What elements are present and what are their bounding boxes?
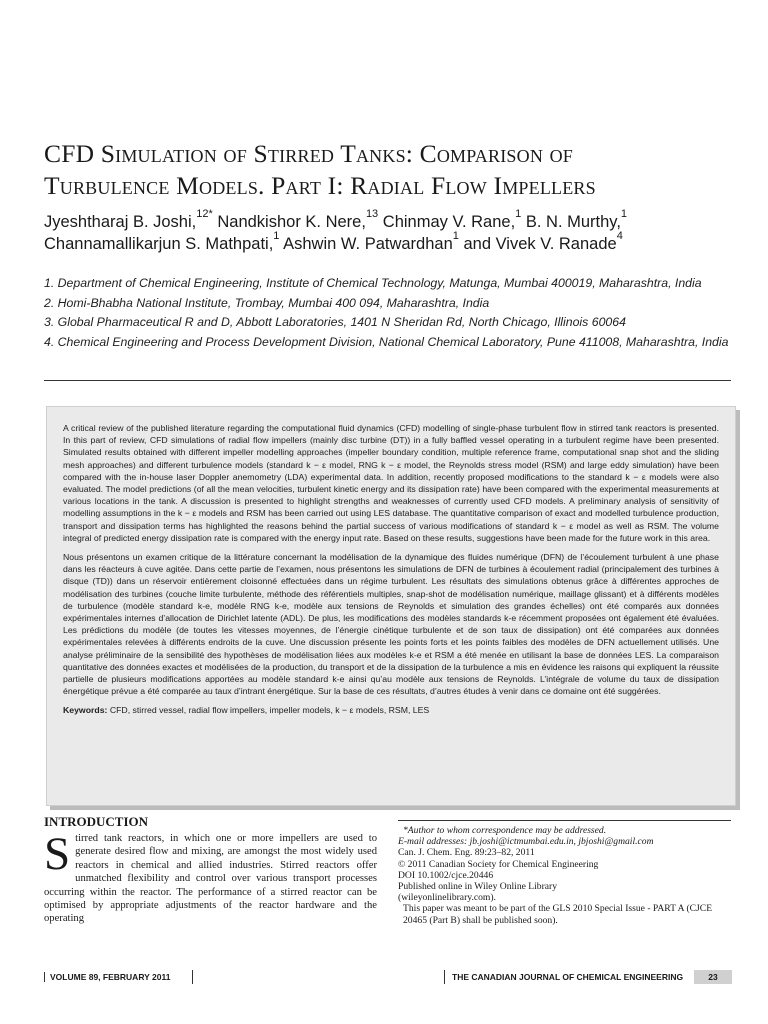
author-line-1 [44, 208, 754, 233]
affiliation-item: 1. Department of Chemical Engineering, Institute of Chemical Technology, Matunga, Mumbai 400019, Maharashtra, India [44, 276, 702, 290]
affiliation-item: 4. Chemical Engineering and Process Development Division, National Chemical Laboratory, Pune 411008, Maharashtra, India [44, 334, 729, 349]
special-issue-note: This paper was meant to be part of the GLS 2010 Special Issue - PART A (CJCE 20465 (Part B) shall be published soon). [403, 903, 713, 926]
author-affiliation-mark: 13 [365, 208, 379, 220]
title-line-2: Turbulence Models. Part I: Radial Flow Impellers [44, 171, 596, 200]
affiliation-list [44, 274, 754, 352]
author-list [44, 208, 754, 255]
library-note: (wileyonlinelibrary.com). [398, 892, 496, 904]
author-affiliation-mark: 12* [196, 208, 213, 220]
author-name: Ashwin W. Patwardhan [279, 235, 453, 253]
copyright-note: © 2011 Canadian Society for Chemical Engineering [398, 858, 599, 870]
footer-divider [192, 970, 193, 984]
article-notes [398, 825, 733, 926]
abstract-box [46, 406, 736, 806]
paper-title [44, 138, 744, 202]
author-affiliation-mark: 1 [620, 208, 628, 220]
author-name: Channamallikarjun S. Mathpati, [44, 235, 274, 253]
keywords-text: CFD, stirred vessel, radial flow impellers, impeller models, k − ε models, RSM, LES [109, 705, 430, 716]
correspondence-note: *Author to whom correspondence may be addressed. [403, 825, 607, 836]
author-affiliation-mark: 1 [452, 230, 459, 242]
intro-heading: INTRODUCTION [44, 814, 149, 829]
abstract-english: A critical review of the published literature regarding the computational fluid dynamics (CFD) modelling of single-phase turbulent flow in stirred tank reactors is presented. In this part of review, CFD simulations of radial flow impellers (mainly disc turbine (DT)) in a fully baffled vessel operating in a turbulent regime have been presented. Simulated results obtained with different impeller modelling approaches (impeller boundary condition, multiple reference frame, computational snap shot and the sliding mesh approaches) and different turbulence models (standard k − ε model, RNG k − ε model, the Reynolds stress model (RSM) and large eddy simulation) have been compared with the in-house laser Doppler anemometry (LDA) experimental data. In addition, recently proposed modifications to the standard k − ε models were also evaluated. The model predictions (of all the mean velocities, turbulent kinetic energy and its dissipation rate) have been compared with the experimental measurements at various locations in the tank. A discussion is presented to highlight strengths and weaknesses of currently used CFD models. A preliminary analysis of sensitivity of modelling assumptions in the k − ε models and RSM has been carried out using LES database. The quantitative comparison of exact and modelled turbulence production, transport and dissipation terms has highlighted the reasons behind the partial success of various modifications of standard k − ε model as well as RSM. The volume integral of predicted energy dissipation rate is compared with the energy input rate. Based on these results, suggestions have been made for the future work in this area. [63, 423, 719, 543]
citation-note: Can. J. Chem. Eng. 89:23–82, 2011 [398, 847, 535, 859]
email-note: E-mail addresses: jb.joshi@ictmumbai.edu.in, jbjoshi@gmail.com [398, 836, 654, 848]
author-name: Jyeshtharaj B. Joshi, [44, 213, 197, 231]
author-name: Nandkishor K. Nere, [212, 213, 366, 231]
footer-journal: THE CANADIAN JOURNAL OF CHEMICAL ENGINEERING [452, 972, 684, 982]
author-affiliation-mark: 4 [616, 230, 623, 242]
author-affiliation-mark: 1 [273, 230, 280, 242]
header-divider [44, 380, 731, 381]
published-note: Published online in Wiley Online Library [398, 881, 558, 893]
author-name: and Vivek V. Ranade [458, 235, 617, 253]
notes-divider [398, 820, 731, 821]
intro-paragraph [44, 828, 377, 926]
author-affiliation-mark: 1 [515, 208, 522, 220]
affiliation-item: 3. Global Pharmaceutical R and D, Abbott Laboratories, 1401 N Sheridan Rd, North Chicago, Illinois 60064 [44, 315, 626, 329]
keywords-label: Keywords: [63, 705, 108, 716]
page-number: 23 [694, 970, 732, 984]
author-name: B. N. Murthy, [521, 213, 621, 231]
affiliation-item: 2. Homi-Bhabha National Institute, Trombay, Mumbai 400 094, Maharashtra, India [44, 295, 490, 310]
keywords [63, 704, 719, 716]
abstract-french: Nous présentons un examen critique de la littérature concernant la modélisation de la dynamique des fluides numérique (DFN) de l’écoulement turbulent à une phase dans les réacteurs à cuve agitée. Dans cette partie de l’examen, nous présentons les simulations de DFN de turbines à écoulement radial (principalement des turbines à disque (TD)) dans un réservoir entièrement cloisonné effectuées dans un régime turbulent. Les résultats des simulations obtenus grâce à différentes approches de modélisation des turbines (couche limite turbulente, méthode des référentiels multiples, snap-shot de modélisation numérique, maillage glissant) et à différents modèles de turbulence (modèle standard k-e, modèle RNG k-e, modèle aux tensions de Reynolds et simulation des grandes échelles) ont été comparés aux données expérimentales internes d’allocation de Dirichlet latente (ADL). De plus, les modifications des modèles standards k-e récemment proposées ont également été évaluées. Les prédictions du modèle (de toutes les vitesses moyennes, de l’énergie cinétique turbulente et de son taux de dissipation) ont été comparées aux données expérimentales relevées à différents endroits de la cuve. Une discussion présente les points forts et les points faibles des modèles de DFN actuellement utilisés. Une analyse préliminaire de la sensibilité des hypothèses de modélisation liées aux modèles k-e et RSM a été menée en utilisant la base de données LES. La comparaison quantitative des données exactes et modélisées de la production, du transport et de la dissipation de la turbulence a mis en évidence les raisons qui expliquent la réussite partielle de plusieurs modifications apportées au modèle standard k-e ainsi qu’au modèle aux tensions de Reynolds. L’intégrale de volume du taux de dissipation énergétique prévue a été comparée au taux d’intrant énergétique. Sur la base de ces résultats, d’autres études à venir dans ce domaine ont été suggérées. [63, 552, 719, 697]
footer-volume: VOLUME 89, FEBRUARY 2011 [44, 972, 170, 982]
doi-note: DOI 10.1002/cjce.20446 [398, 869, 494, 881]
author-name: Chinmay V. Rane, [378, 213, 516, 231]
title-line-1: CFD Simulation of Stirred Tanks: Comparison of [44, 139, 574, 168]
drop-cap: S [44, 828, 71, 880]
author-line-2 [44, 230, 754, 255]
footer-divider [444, 970, 445, 984]
intro-text: tirred tank reactors, in which one or more impellers are used to generate desired flow and mixing, are amongst the most widely used reactors in chemical and allied industries. Stirred reactors offer unmatched flexibility and control over various transport processes occurring within the reactor. The performance of a stirred reactor can be optimised by appropriate adjustments of the reactor hardware and the operating [44, 833, 377, 925]
